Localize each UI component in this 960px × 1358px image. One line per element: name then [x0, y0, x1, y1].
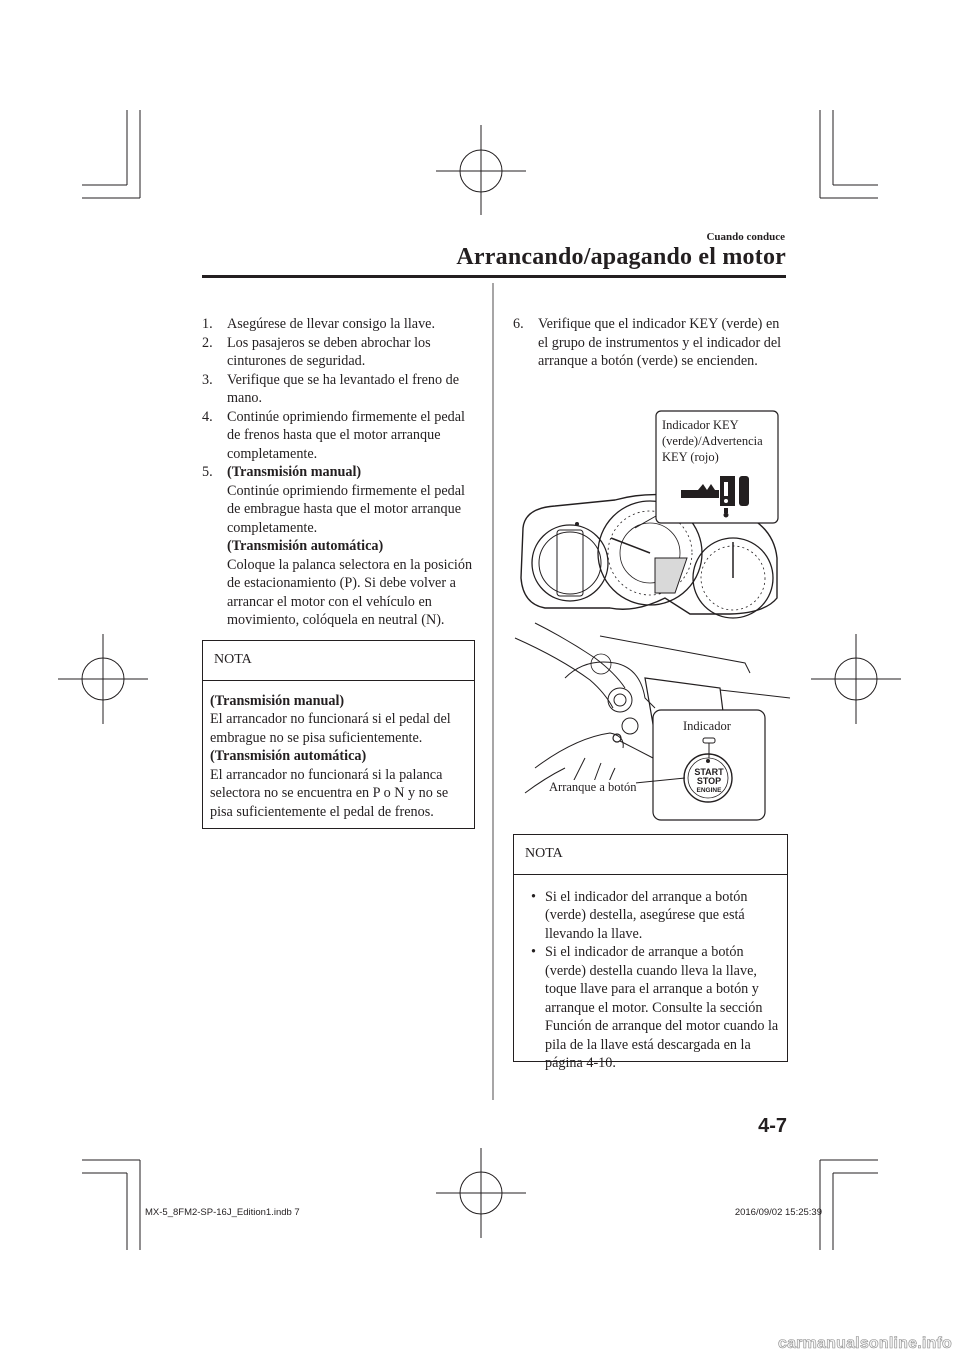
note-box-left — [202, 640, 475, 829]
key-indicator-label: Indicador KEY (verde)/Advertencia KEY (rojo) — [662, 418, 763, 464]
note-auto-heading: (Transmisión automática) — [210, 748, 367, 764]
start-stop-button-text: START STOP ENGINE — [694, 767, 724, 794]
watermark: carmanualsonline.info — [777, 1335, 952, 1352]
note-heading: NOTA — [203, 641, 474, 681]
note-auto-text: El arrancador no funcionará si la palanca selectora no se encuentra en P o N y no se pisa suficientemente el pedal de frenos. — [210, 766, 449, 820]
note-bullet-2: • Si el indicador de arranque a botón (verde) destella cuando lleva la llave, toque llave para el arranque a botón y arranque el motor. Consulte la sección Función de arranque del motor cuando la pila de la llave está descargada en la página 4-10. — [531, 944, 779, 1071]
step5-auto-text: Coloque la palanca selectora en la posición de estacionamiento (P). Si debe volver a arrancar el motor con el vehículo en movimiento, colóquela en neutral (N). — [227, 556, 473, 628]
section-heading: Cuando conduce — [706, 231, 785, 243]
step-6: 6. Verifique que el indicador KEY (verde) en el grupo de instrumentos y el indicador del arranque a botón (verde) se encienden. — [513, 316, 782, 369]
step-4: 4. Continúe oprimiendo firmemente el pedal de frenos hasta que el motor arranque completamente. — [202, 408, 465, 462]
step5-manual-text: Continúe oprimiendo firmemente el pedal de embrague hasta que el motor arranque completamente. — [227, 482, 465, 536]
header-rule — [202, 275, 786, 278]
step-1: 1. Asegúrese de llevar consigo la llave. — [202, 316, 436, 332]
right-column — [513, 315, 787, 371]
note-manual-heading: (Transmisión manual) — [210, 692, 345, 709]
note-box-right — [513, 834, 788, 1071]
step5-auto-heading: (Transmisión automática) — [227, 538, 384, 554]
step-5: 5. (Transmisión manual) Continúe oprimiendo firmemente el pedal de embrague hasta que el motor arranque completamente. (Transmisión automática) Coloque la palanca selectora en la posición de estacionamiento (P). Si debe volver a arrancar el motor con el vehículo en movimiento, colóquela en neutral (N). — [202, 464, 473, 628]
footer-file: MX-5_8FM2-SP-16J_Edition1.indb 7 — [145, 1207, 300, 1218]
step-3: 3. Verifique que se ha levantado el freno de mano. — [202, 371, 460, 406]
page-title: Arrancando/apagando el motor — [456, 244, 786, 270]
note-heading-right: NOTA — [514, 835, 787, 875]
button-label: Arranque a botón — [549, 780, 637, 794]
note-manual-text: El arrancador no funcionará si el pedal del embrague no se pisa suficientemente. — [210, 711, 451, 746]
indicator-label: Indicador — [683, 719, 731, 733]
footer-date: 2016/09/02 15:25:39 — [734, 1207, 822, 1218]
left-column — [202, 315, 474, 630]
step-2: 2. Los pasajeros se deben abrochar los cinturones de seguridad. — [202, 334, 431, 369]
note-bullet-1: • Si el indicador del arranque a botón (verde) destella, asegúrese que está llevando la llave. — [531, 888, 748, 942]
step5-manual-heading: (Transmisión manual) — [227, 464, 362, 480]
page-number: 4-7 — [758, 1115, 787, 1137]
